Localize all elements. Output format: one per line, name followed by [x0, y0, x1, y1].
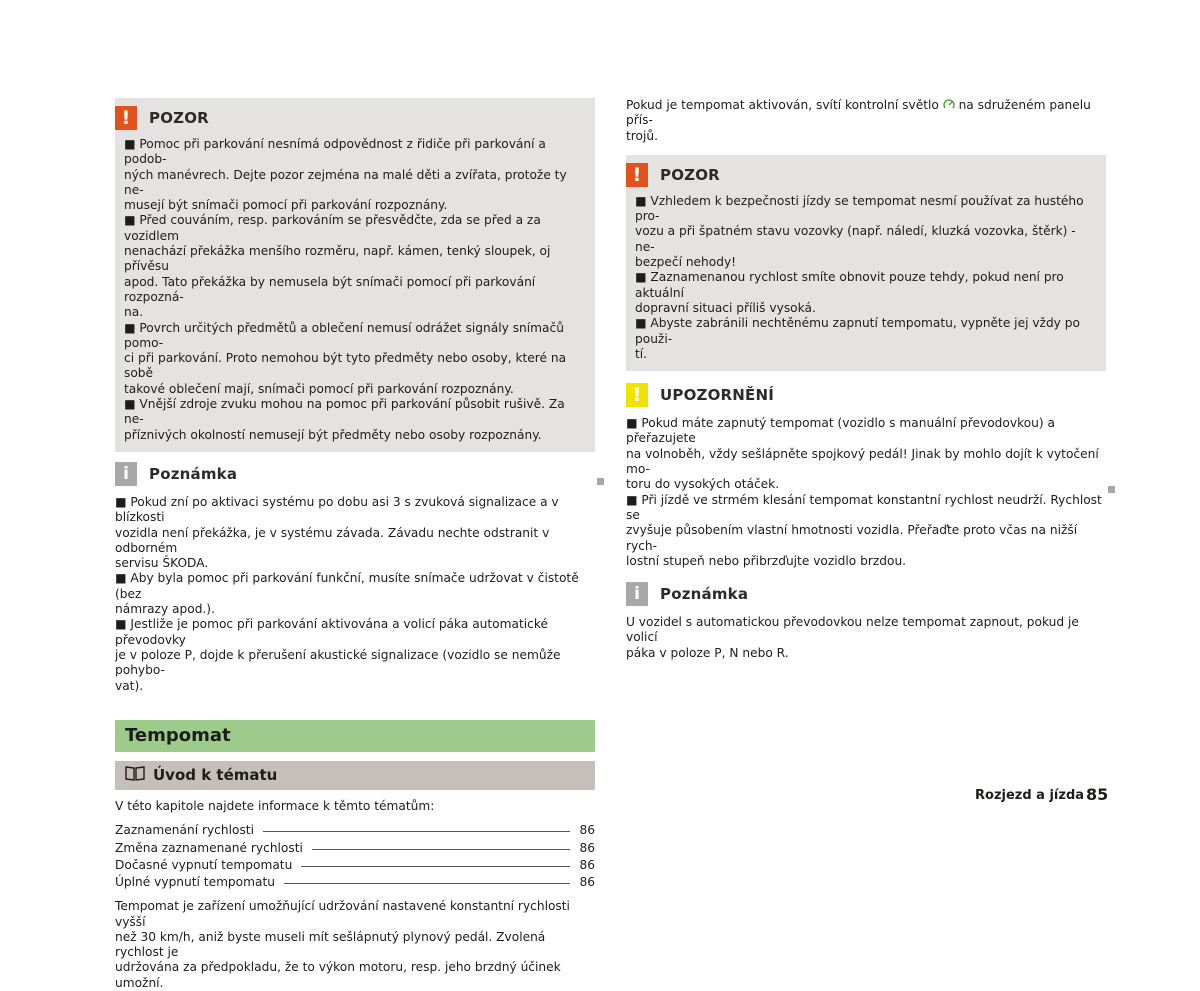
page-number: 85 [1086, 785, 1109, 804]
warning-line: ■ Vzhledem k bezpečnosti jízdy se tempomat nesmí používat za hustého pro- [635, 193, 1084, 224]
toc-row[interactable] [115, 820, 595, 837]
caution-line: ■ Při jízdě ve strmém klesání tempomat konstantní rychlost neudrží. Rychlost se [626, 492, 1102, 522]
warning-title: POZOR [660, 165, 720, 184]
warning-box-parking [115, 98, 595, 452]
toc-leader [263, 831, 570, 832]
warning-line: ■ Vnější zdroje zvuku mohou na pomoc při parkování působit rušivě. Za ne- [124, 397, 565, 427]
warning-box-cruise [626, 155, 1106, 371]
exclamation-icon: ! [626, 383, 648, 407]
body-paragraph [115, 899, 595, 991]
toc-page: 86 [579, 823, 595, 838]
cruise-control-indicator-icon [943, 99, 955, 110]
note-line: U vozidel s automatickou převodovkou nelze tempomat zapnout, pokud je volicí [626, 615, 1079, 645]
section-end-marker [1108, 486, 1115, 493]
note-line: ■ Aby byla pomoc při parkování funkční, musíte snímače udržovat v čistotě (bez [115, 571, 579, 601]
toc-page: 86 [579, 840, 595, 855]
warning-title: POZOR [149, 109, 209, 127]
caution-line: ■ Pokud máte zapnutý tempomat (vozidlo s manuální převodovkou) a přeřazujete [626, 416, 1055, 446]
note-header [115, 461, 595, 487]
intro-text-start: Pokud je tempomat aktivován, svítí kontrolní světlo [626, 98, 939, 112]
note-line: servisu ŠKODA. [115, 556, 209, 571]
warning-line: nenachází překážka menšího rozměru, např. kámen, tenký sloupek, oj přívěsu [124, 244, 551, 274]
right-column [626, 98, 1106, 661]
warning-line: dopravní situaci příliš vysoká. [635, 300, 816, 315]
note-block-parking [115, 461, 595, 694]
warning-line: ■ Pomoc při parkování nesnímá odpovědnost z řidiče při parkování a podob- [124, 137, 546, 167]
note-line: je v poloze P, dojde k přerušení akustické signalizace (vozidlo se nemůže pohybo- [115, 647, 561, 678]
note-line: námrazy apod.). [115, 602, 215, 617]
toc-leader [284, 883, 570, 884]
toc-leader [312, 849, 570, 850]
subsection-header [115, 761, 595, 790]
warning-line: ■ Abyste zabránili nechtěnému zapnutí tempomatu, vypněte jej vždy po použi- [635, 316, 1080, 346]
warning-line: ných manévrech. Dejte pozor zejména na malé děti a zvířata, protože ty ne- [124, 167, 567, 197]
toc-page: 86 [579, 857, 595, 872]
note-line: ■ Jestliže je pomoc při parkování aktivována a volicí páka automatické převodovky [115, 617, 548, 647]
subsection-title: Úvod k tématu [153, 766, 278, 785]
warning-line: musejí být snímači pomocí při parkování rozpoznány. [124, 198, 448, 213]
note-line: páka v poloze P, N nebo R. [626, 645, 789, 660]
note-line: ■ Pokud zní po aktivaci systému po dobu asi 3 s zvuková signalizace a v blízkosti [115, 494, 559, 525]
toc-row[interactable] [115, 855, 595, 872]
note-line: vat). [115, 678, 144, 693]
warning-line: tí. [635, 346, 648, 361]
toc-intro: V této kapitole najdete informace k těmto tématům: [115, 798, 435, 813]
toc-page: 86 [579, 875, 595, 890]
toc-leader [301, 866, 570, 867]
note-title: Poznámka [660, 585, 749, 604]
toc-label: Dočasné vypnutí tempomatu [115, 857, 293, 872]
warning-line: ■ Povrch určitých předmětů a oblečení nemusí odrážet signály snímačů pomo- [124, 320, 564, 350]
book-icon [125, 765, 145, 785]
exclamation-icon: ! [626, 163, 648, 187]
note-line: vozidla není překážka, je v systému závada. Závadu nechte odstranit v odborném [115, 525, 550, 555]
toc-label: Zaznamenání rychlosti [115, 823, 254, 838]
section-end-marker [597, 478, 604, 485]
caution-title: UPOZORNĚNÍ [660, 386, 775, 405]
intro-line [626, 98, 1106, 129]
body-line: udržována za předpokladu, že to výkon motoru, resp. jeho brzdný účinek umožní. [115, 960, 561, 990]
caution-header [626, 382, 1106, 408]
toc-label: Změna zaznamenané rychlosti [115, 840, 303, 855]
toc-row[interactable] [115, 872, 595, 889]
body-line: než 30 km/h, aniž byste museli mít sešlápnutý plynový pedál. Zvolená rychlost je [115, 929, 546, 960]
warning-line: na. [124, 305, 144, 320]
warning-line: příznivých okolností nemusejí být předměty nebo osoby rozpoznány. [124, 427, 542, 442]
toc-label: Úplné vypnutí tempomatu [115, 875, 275, 890]
caution-line: toru do vysokých otáček. [626, 477, 780, 492]
warning-line: ■ Zaznamenanou rychlost smíte obnovit pouze tehdy, pokud není pro aktuální [635, 270, 1064, 300]
caution-block [626, 382, 1106, 569]
caution-line: lostní stupeň nebo přibrzďujte vozidlo brzdou. [626, 553, 907, 568]
warning-line: takové oblečení mají, snímači pomocí při parkování rozpoznány. [124, 381, 514, 396]
caution-line: na volnoběh, vždy sešlápněte spojkový pedál! Jinak by mohlo dojít k vytočení mo- [626, 446, 1099, 477]
body-line: Tempomat je zařízení umožňující udržování nastavené konstantní rychlosti vyšší [115, 899, 570, 929]
warning-header [626, 161, 1097, 189]
exclamation-icon: ! [115, 106, 137, 130]
info-icon: i [626, 582, 648, 606]
section-title: Tempomat [115, 720, 595, 752]
warning-line: vozu a při špatném stavu vozovky (např. náledí, kluzká vozovka, štěrk) - ne- [635, 224, 1076, 254]
info-icon: i [115, 462, 137, 486]
intro-text-end: na sdruženém panelu přís- [626, 98, 1091, 128]
footer-chapter: Rozjezd a jízda [975, 788, 1085, 803]
toc-list [115, 820, 595, 889]
warning-header [115, 104, 586, 132]
caution-line: zvyšuje působením vlastní hmotnosti vozidla. Přeřaďte proto včas na nižší rych- [626, 523, 1078, 553]
warning-line: bezpečí nehody! [635, 255, 737, 270]
warning-line: apod. Tato překážka by nemusela být snímači pomocí při parkování rozpozná- [124, 274, 536, 304]
toc-row[interactable] [115, 837, 595, 854]
warning-line: ci při parkování. Proto nemohou být tyto předměty nebo osoby, které na sobě [124, 351, 567, 381]
left-column [115, 98, 595, 991]
warning-line: ■ Před couváním, resp. parkováním se přesvědčte, zda se před a za vozidlem [124, 213, 541, 243]
note-header [626, 581, 1106, 607]
intro-line: trojů. [626, 128, 658, 143]
note-block-cruise [626, 581, 1106, 661]
note-title: Poznámka [149, 464, 238, 483]
